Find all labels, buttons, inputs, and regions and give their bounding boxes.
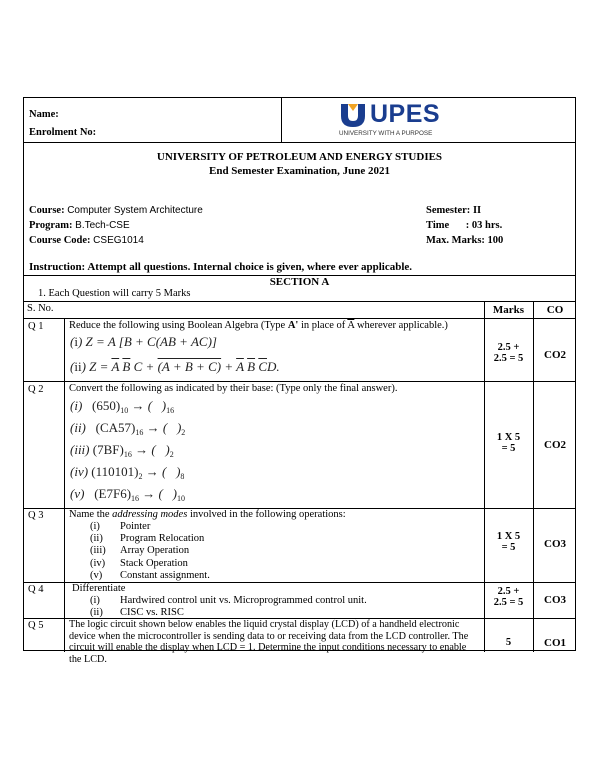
q3-co: CO3 [544,538,566,550]
course-code: CSEG1014 [93,235,144,246]
q1-number: Q 1 [28,321,44,332]
q4-list [90,595,367,619]
program-name: B.Tech-CSE [75,220,130,231]
time-label: Time [426,220,450,231]
list-item: (ii) Program Relocation [90,533,205,545]
q3-list [90,521,210,582]
instruction: Instruction: Attempt all questions. Internal choice is given, where ever applicable. [29,261,413,273]
max-marks-row [426,235,503,246]
q2-marks: 1 X 5 = 5 [496,432,521,454]
q2-item-3: (iii) $(7BF)_{16}$ → ( )$_2$ [70,442,174,459]
semester-value: II [472,205,482,216]
q4-number: Q 4 [28,584,44,595]
q2-number: Q 2 [28,384,44,395]
q2-item-4: (iv) $(110101)_2$ → ( )$_8$ [70,464,185,481]
section-note: 1. Each Question will carry 5 Marks [38,288,191,299]
logo-tagline: UNIVERSITY WITH A PURPOSE [339,130,433,137]
semester-row [426,205,481,216]
list-item: (ii) CISC vs. RISC [90,607,184,619]
exam-sheet [23,97,576,665]
q3-number: Q 3 [28,510,44,521]
q1-co: CO2 [544,349,566,361]
q5-text: The logic circuit shown below enables the liquid crystal display (LCD) of a handheld electronic device when the microcontroller is sending data to or receiving data from the LCD controller. The circuit will enable the display when LCD = 1. Determine the input conditions necessary to enable the LCD. [69,619,469,665]
col-co: CO [546,304,564,316]
program-row [29,220,130,231]
q5-co: CO1 [544,637,566,649]
semester-label: Semester: [426,205,471,216]
max-marks-value: 100 [487,235,504,246]
q4-marks: 2.5 + 2.5 = 5 [493,586,524,608]
upes-logo [339,102,489,140]
list-item: (i) Pointer [90,521,151,532]
q5-marks: 5 [505,637,512,648]
q2-text: Convert the following as indicated by their base: (Type only the final answer). [69,383,398,394]
enrolment-label: Enrolment No: [29,127,97,138]
program-label: Program: [29,220,73,231]
upes-shield-icon [339,102,367,128]
time-value: : 03 hrs. [465,220,503,231]
list-item: (i) Hardwired control unit vs. Microprogrammed control unit. [90,595,367,606]
q4-text: Differentiate [72,583,126,594]
q1-expression-2: (ii) $Z = \overline{A}$ $\overline{B}$ $C + (A + B + C) + \overline{A}$ $\overline{B}$ $\overline{C}D$. [70,359,280,374]
q2-co: CO2 [544,439,566,451]
list-item: (iv) Stack Operation [90,557,188,569]
col-marks: Marks [492,304,525,316]
name-label: Name: [29,109,59,120]
course-label: Course: [29,205,65,216]
university-name: UNIVERSITY OF PETROLEUM AND ENERGY STUDIES [156,151,443,163]
q2-item-2: (ii) $(CA57)_{16}$ → ( )$_2$ [70,420,186,437]
q1-marks: 2.5 + 2.5 = 5 [493,342,524,364]
code-label: Course Code: [29,235,91,246]
code-row [29,235,144,246]
q3-marks: 1 X 5 = 5 [496,531,521,553]
q5-number: Q 5 [28,620,44,631]
q4-co: CO3 [544,594,566,606]
q2-item-1: (i) $(650)_{10}$ → ( )$_{16}$ [70,398,175,415]
q1-expression-1: (i) Z = A [B + C(AB + AC)] [70,334,217,349]
list-item: (v) Constant assignment. [90,569,210,581]
logo-text: UPES [370,100,441,128]
time-row [426,220,502,231]
q3-text: Name the addressing modes involved in the following operations: [69,509,346,520]
exam-title: End Semester Examination, June 2021 [208,165,390,177]
max-marks-label: Max. Marks: [426,235,485,246]
course-row [29,205,203,216]
q2-item-5: (v) $(E7F6)_{16}$ → ( )$_{10}$ [70,486,185,503]
list-item: (iii) Array Operation [90,545,190,557]
q1-text: Reduce the following using Boolean Algebra (Type A' in place of $\overline{A}$ wherever applicable.) [69,320,448,331]
col-sno: S. No. [27,303,54,314]
course-name: Computer System Architecture [67,205,203,216]
section-title: SECTION A [269,276,330,288]
